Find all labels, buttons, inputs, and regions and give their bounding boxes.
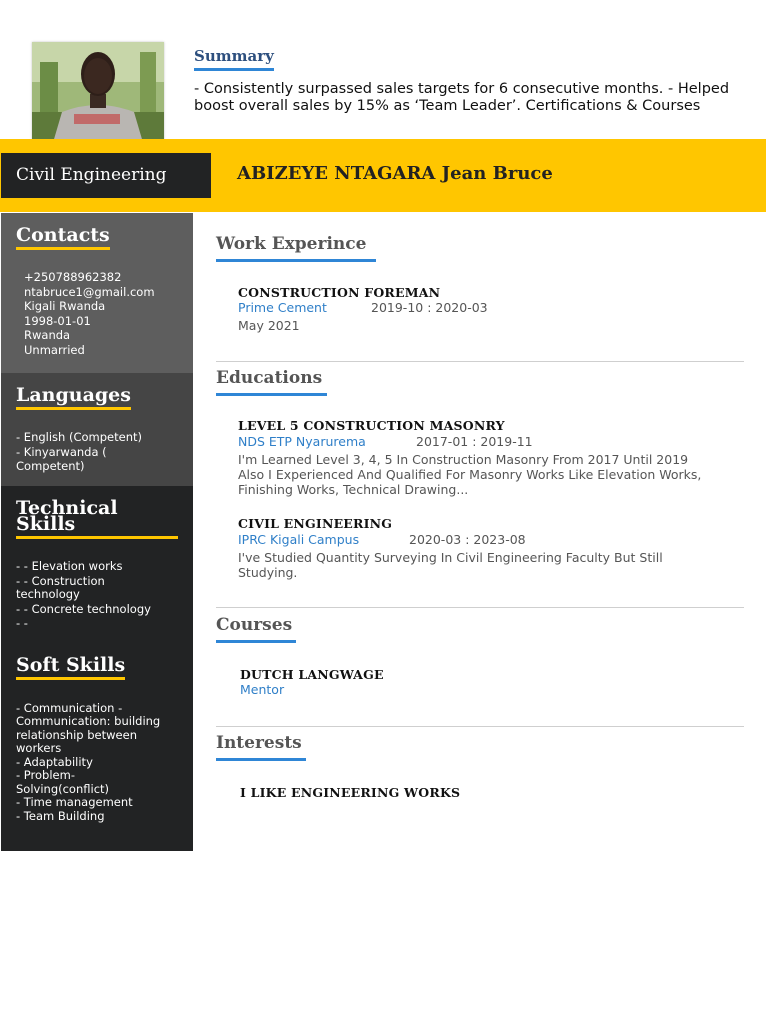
description-line: I'm Learned Level 3, 4, 5 In Construction Masonry From 2017 Until 2019: [238, 452, 689, 467]
sidebar: [1, 213, 193, 851]
education-degree: CIVIL ENGINEERING: [238, 516, 393, 531]
description-line: Also I Experienced And Qualified For Masonry Works Like Elevation Works,: [238, 467, 702, 482]
course-name: DUTCH LANGWAGE: [240, 667, 384, 682]
education-degree: LEVEL 5 CONSTRUCTION MASONRY: [238, 418, 505, 433]
languages-section: [1, 373, 193, 486]
technical-skills-list: [16, 559, 178, 631]
summary-title: Summary: [194, 47, 274, 71]
list-item: Solving(conflict): [16, 781, 110, 796]
contact-nationality: Rwanda: [24, 328, 71, 342]
languages-title: Languages: [16, 385, 131, 410]
list-item: - Adaptability: [16, 754, 93, 769]
education-school: IPRC Kigali Campus: [238, 532, 360, 547]
education-description: [238, 550, 748, 580]
contact-email: ntabruce1@gmail.com: [24, 284, 155, 299]
interests-title: Interests: [216, 733, 306, 761]
education-description: [238, 452, 748, 497]
contacts-list: [16, 270, 178, 357]
work-description: May 2021: [238, 318, 300, 333]
description-line: Studying.: [238, 565, 298, 580]
courses-title: Courses: [216, 615, 296, 643]
section-divider: [216, 361, 744, 362]
profile-photo: [32, 42, 164, 146]
list-item: - - Concrete technology: [16, 601, 151, 616]
list-item: relationship between: [16, 727, 137, 742]
list-item: - -: [16, 616, 28, 630]
description-line: I've Studied Quantity Surveying In Civil Engineering Faculty But Still: [238, 550, 663, 565]
list-item: - Time management: [16, 795, 133, 809]
course-provider: Mentor: [240, 682, 285, 697]
contact-marital-status: Unmarried: [24, 342, 85, 357]
contacts-title: Contacts: [16, 225, 110, 250]
skills-section: [1, 486, 193, 851]
list-item: - Kinyarwanda (: [16, 444, 107, 459]
section-divider: [216, 607, 744, 608]
education-dates: 2020-03 : 2023-08: [409, 532, 526, 547]
work-company: Prime Cement: [238, 300, 327, 315]
list-item: - Team Building: [16, 808, 105, 823]
soft-skills-list: [16, 702, 178, 824]
technical-title-line2: Skills: [16, 513, 76, 535]
education-school: NDS ETP Nyarurema: [238, 434, 366, 449]
list-item: - English (Competent): [16, 430, 142, 444]
interest-item: I LIKE ENGINEERING WORKS: [240, 785, 461, 800]
work-dates: 2019-10 : 2020-03: [371, 300, 488, 315]
list-item: - - Elevation works: [16, 559, 123, 573]
work-position: CONSTRUCTION FOREMAN: [238, 285, 441, 300]
list-item: - Problem-: [16, 768, 75, 782]
languages-list: [16, 430, 178, 474]
work-experience-title: Work Experince: [216, 234, 376, 262]
candidate-name: ABIZEYE NTAGARA Jean Bruce: [237, 163, 553, 184]
education-title: Educations: [216, 368, 327, 396]
role-title: Civil Engineering: [1, 153, 211, 198]
list-item: workers: [16, 741, 62, 755]
contact-address: Kigali Rwanda: [24, 299, 106, 313]
list-item: - Communication -: [16, 700, 123, 715]
summary-text: - Consistently surpassed sales targets for 6 consecutive months. - Helped boost overall sales by 15% as ‘Team Leader’. Certifications & Courses: [194, 81, 730, 114]
contact-phone: +250788962382: [24, 270, 122, 284]
education-dates: 2017-01 : 2019-11: [416, 434, 533, 449]
soft-skills-title: Soft Skills: [16, 655, 125, 680]
section-divider: [216, 726, 744, 727]
contact-birthdate: 1998-01-01: [24, 313, 91, 328]
description-line: Finishing Works, Technical Drawing...: [238, 482, 469, 497]
list-item: - - Construction: [16, 573, 105, 588]
technical-skills-title: [16, 498, 178, 539]
list-item: Communication: building: [16, 714, 161, 728]
technical-title-line1: Technical: [16, 497, 118, 519]
list-item: Competent): [16, 459, 85, 473]
contacts-section: [1, 213, 193, 373]
list-item: technology: [16, 587, 80, 601]
